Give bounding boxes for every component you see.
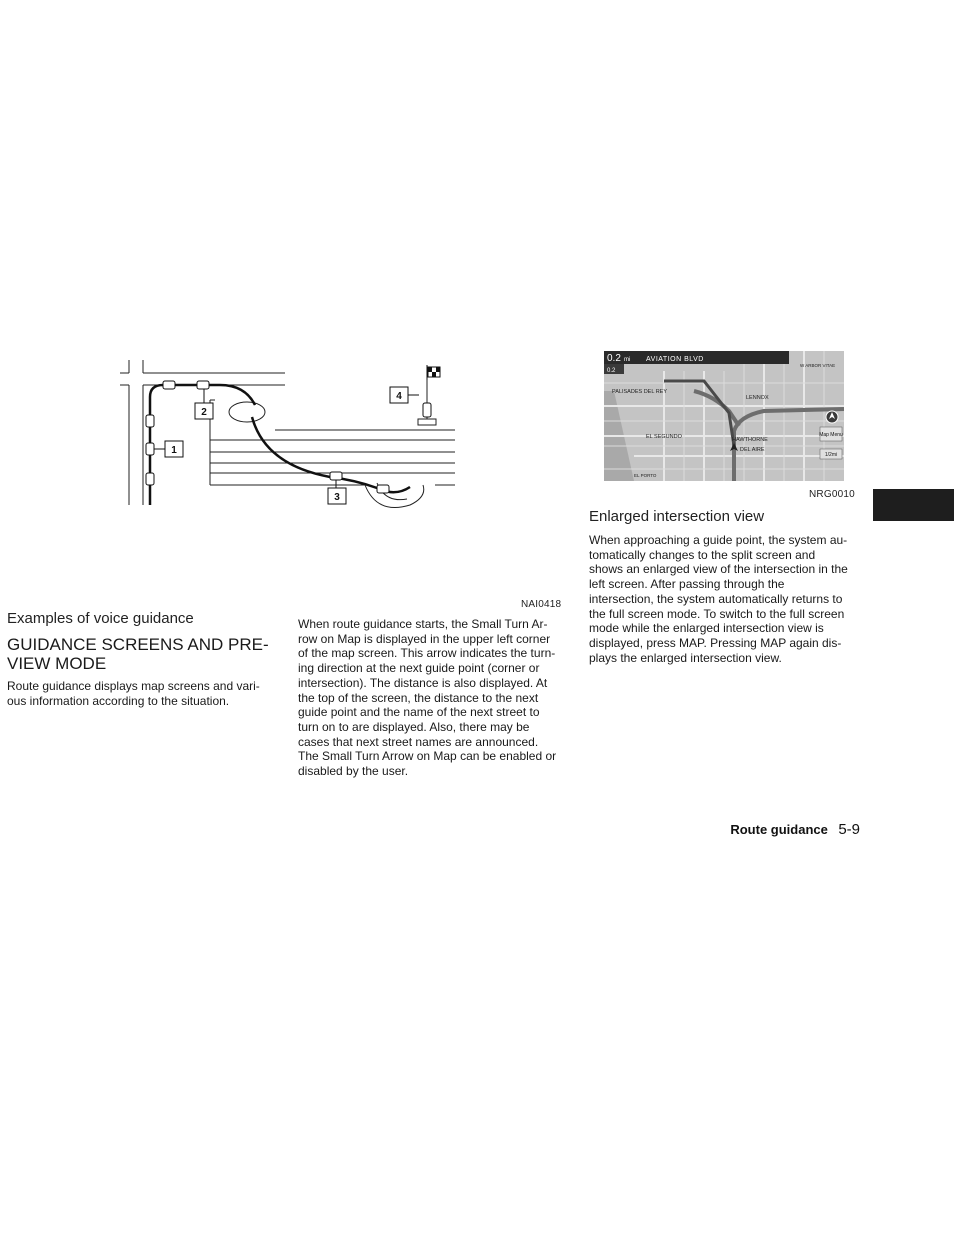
section-heading: GUIDANCE SCREENS AND PRE- VIEW MODE bbox=[7, 635, 269, 673]
footer-section-title: Route guidance bbox=[730, 822, 828, 837]
middle-paragraph: When route guidance starts, the Small Turn Ar- row on Map is displayed in the upper left corner of the map screen. This arrow indicates the turn- ing direction at the next guide point (corner or intersection). The distance is also displayed. At the top of the screen, the distance to the next guide point and the name of the next street to turn on to are displayed. Also, there may be cases that next street names are announced. The Small Turn Arrow on Map can be enabled or disabled by the user. bbox=[298, 617, 557, 779]
callout-3: 3 bbox=[334, 492, 340, 503]
map-menu-button[interactable]: Map Menu bbox=[819, 432, 843, 438]
enlarged-view-subheading: Enlarged intersection view bbox=[589, 508, 765, 525]
intersection-map-figure bbox=[604, 351, 844, 481]
map-screen bbox=[604, 351, 844, 481]
callout-4: 4 bbox=[396, 391, 402, 402]
street-name: AVIATION BLVD bbox=[646, 356, 704, 363]
map-label-el-segundo: EL SEGUNDO bbox=[646, 434, 682, 440]
page-number: 5-9 bbox=[838, 821, 860, 838]
left-paragraph: Route guidance displays map screens and vari- ous information according to the situation. bbox=[7, 679, 260, 708]
route-diagram bbox=[115, 355, 465, 515]
split-distance: 0.2 bbox=[607, 368, 616, 374]
map-label-el-porto: EL PORTO bbox=[634, 473, 657, 478]
page-footer bbox=[700, 821, 860, 839]
callout-1: 1 bbox=[171, 445, 177, 456]
voice-guidance-subheading: Examples of voice guidance bbox=[7, 610, 194, 627]
right-paragraph: When approaching a guide point, the system au- tomatically changes to the split screen and shows an enlarged view of the intersection in the left screen. After passing through the intersection, the system automatically returns to the full screen mode. To switch to the full screen mode while the enlarged intersection view is displayed, press MAP. Pressing MAP again dis- plays the enlarged intersection view. bbox=[589, 533, 848, 665]
figure-code-nrg0010: NRG0010 bbox=[809, 489, 855, 500]
scale-button[interactable]: 1/2mi bbox=[824, 452, 838, 458]
map-label-del-aire: DEL AIRE bbox=[740, 447, 765, 453]
distance-unit: mi bbox=[624, 357, 631, 363]
map-label-arbor-vitae: W ARBOR VITAE bbox=[800, 363, 836, 368]
figure-code-nai0418: NAI0418 bbox=[521, 599, 562, 610]
voice-guidance-figure bbox=[115, 355, 465, 515]
map-label-lennox: LENNOX bbox=[746, 395, 769, 401]
chapter-tab bbox=[873, 489, 954, 521]
map-label-hawthorne: HAWTHORNE bbox=[732, 437, 768, 443]
map-label-palisades: PALISADES DEL REY bbox=[612, 389, 668, 395]
distance-main: 0.2 bbox=[607, 353, 621, 364]
callout-2: 2 bbox=[201, 407, 207, 418]
